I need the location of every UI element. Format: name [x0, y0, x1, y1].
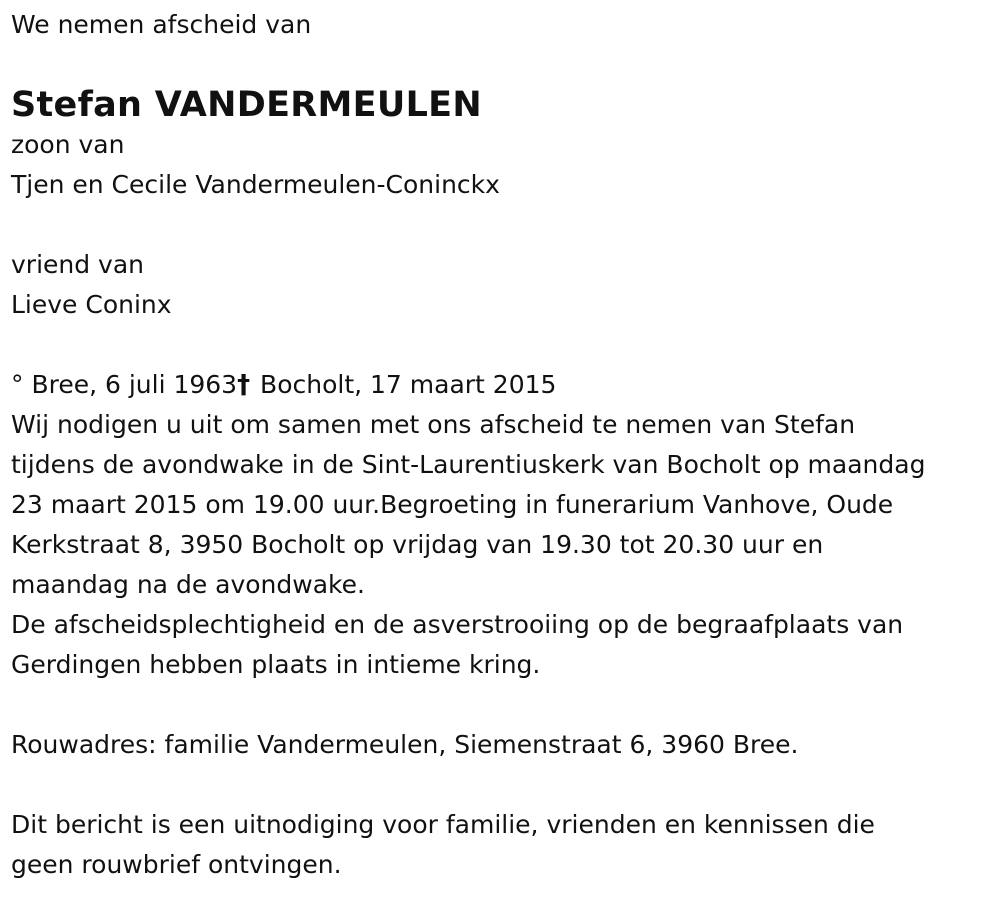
deceased-name: Stefan VANDERMEULEN — [11, 85, 482, 125]
invitation-line: Kerkstraat 8, 3950 Bocholt op vrijdag van 19.30 tot 20.30 uur en — [11, 530, 824, 559]
mourning-address: Rouwadres: familie Vandermeulen, Siemenstraat 6, 3960 Bree. — [11, 730, 799, 759]
invitation-line: Gerdingen hebben plaats in intieme kring. — [11, 650, 541, 679]
death-cross-icon: † — [237, 370, 251, 400]
invitation-line: Wij nodigen u uit om samen met ons afscheid te nemen van Stefan — [11, 410, 856, 439]
closing-line: Dit bericht is een uitnodiging voor familie, vrienden en kennissen die — [11, 810, 875, 839]
spacer — [11, 205, 991, 245]
spacer — [11, 325, 991, 365]
invitation-line: maandag na de avondwake. — [11, 570, 365, 599]
parents-names: Tjen en Cecile Vandermeulen-Coninckx — [11, 170, 500, 199]
invitation-paragraph — [11, 405, 991, 685]
spacer — [11, 685, 991, 725]
closing-paragraph — [11, 805, 991, 885]
birth-death-line — [11, 365, 991, 405]
invitation-line: De afscheidsplechtigheid en de asverstrooiing op de begraafplaats van — [11, 610, 904, 639]
invitation-line: 23 maart 2015 om 19.00 uur.Begroeting in funerarium Vanhove, Oude — [11, 490, 894, 519]
closing-line: geen rouwbrief ontvingen. — [11, 850, 342, 879]
intro-text: We nemen afscheid van — [11, 10, 312, 39]
friend-name: Lieve Coninx — [11, 290, 172, 319]
spacer — [11, 765, 991, 805]
birth-info: ° Bree, 6 juli 1963 — [11, 370, 238, 399]
son-of-label: zoon van — [11, 130, 125, 159]
death-info: Bocholt, 17 maart 2015 — [252, 370, 557, 399]
friend-of-label: vriend van — [11, 250, 145, 279]
obituary-notice — [11, 5, 991, 885]
invitation-line: tijdens de avondwake in de Sint-Laurentiuskerk van Bocholt op maandag — [11, 450, 926, 479]
